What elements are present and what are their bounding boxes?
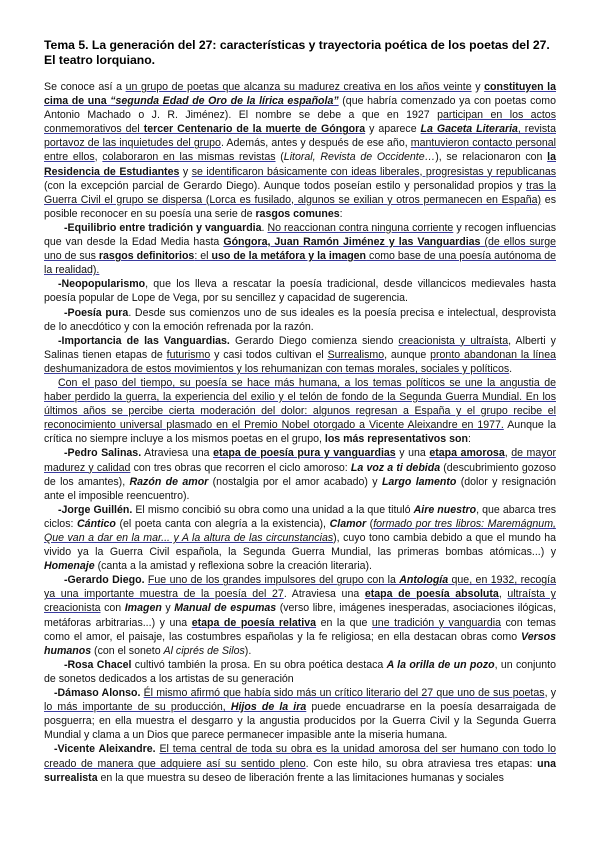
poet-gerardo-diego: -Gerardo Diego. Fue uno de los grandes impulsores del grupo con la Antología que, en 1932, recogía ya una importante muestra de la poesía del 27. Atraviesa una etapa de poesía absoluta, ultraísta y creacionista con Imagen y Manual de espumas (verso libre, imágenes inesperadas, asociaciones ilógicas, metáforas arbitrarias...) y una etapa de poesía relativa en la que une tradición y vanguardia con temas como el amor, el paisaje, las costumbres españolas y la fe religiosa; en ella destacan obras como Versos humanos (con el soneto Al ciprés de Silos). — [44, 574, 557, 657]
feature-neopopularism: -Neopopularismo, que los lleva a rescatar la poesía tradicional, desde villancicos medievales hasta poesía popular de Lope de Vega, por su sencillez y capacidad de sugerencia. — [44, 278, 556, 305]
poet-damaso-alonso: -Dámaso Alonso. Él mismo afirmó que había sido más un crítico literario del 27 que uno de sus poetas, y lo más importante de su producción, Hijos de la ira puede encuadrarse en la poesía desarraigada de posguerra; en ella muestra el desgarro y la angustia producidos por la Guerra Civil y la Segunda Guerra Mundial y clama a un Dios que parece permanecer impasible ante la miseria humana. — [44, 687, 557, 742]
poet-rosa-chacel: -Rosa Chacel cultivó también la prosa. En su obra poética destaca A la orilla de un pozo, un conjunto de sonetos dedicados a los artistas de su generación — [44, 658, 556, 685]
intro-paragraph: Se conoce así a un grupo de poetas que alcanza su madurez creativa en los años veinte y constituyen la cima de una “segunda Edad de Oro de la lírica española” (que habría comenzado ya con poetas como Antonio Machado o J. R. Jiménez). El nombre se debe a que en 1927 participan en los actos conmemorativos del tercer Centenario de la muerte de Góngora y aparece La Gaceta Literaria, revista portavoz de las inquietudes del grupo. Además, antes y después de ese año, mantuvieron contacto personal entre ellos, colaboraron en las mismas revistas (Litoral, Revista de Occidente…), se relacionaron con la Residencia de Estudiantes y se identificaron básicamente con ideas liberales, progresistas y republicanas (con la excepción parcial de Gerardo Diego). Aunque todos poseían estilo y personalidad propios y tras la Guerra Civil el grupo se dispersa (Lorca es fusilado, algunos se exilian y otros permanecen en España) es posible reconocer en su poesía una serie de rasgos comunes: — [44, 81, 557, 220]
poet-jorge-guillen: -Jorge Guillén. El mismo concibió su obra como una unidad a la que tituló Aire nuestro, que abarca tres ciclos: Cántico (el poeta canta con alegría a la existencia), Clamor (formado por tres libros: Maremágnum, Que van a dar en la mar... y A la altura de las circunstancias), cuyo tono cambia debido a que el mundo ha vivido ya la Guerra Civil española, la Segunda Guerra Mundial, las primeras bombas atómicas...) y Homenaje (canta a la amistad y reflexiona sobre la creación literaria). — [44, 503, 557, 573]
feature-tradition-vanguard: -Equilibrio entre tradición y vanguardia. No reaccionan contra ninguna corriente y recogen influencias que van desde la Edad Media hasta Góngora, Juan Ramón Jiménez y las Vanguardias (de ellos surge uno de sus rasgos definitorios: el uso de la metáfora y la imagen como base de una poesía autónoma de la realidad). — [44, 221, 556, 277]
poet-vicente-aleixandre: -Vicente Aleixandre. El tema central de toda su obra es la unidad amorosa del ser humano con todo lo creado de manera que adquiere así su sentido pleno. Con este hilo, su obra atraviesa tres etapas: una surrealista en la que muestra su deseo de liberación frente a las limitaciones humanas y sociales — [44, 743, 556, 784]
poet-pedro-salinas: -Pedro Salinas. Atraviesa una etapa de poesía pura y vanguardias y una etapa amorosa, de mayor madurez y calidad con tres obras que recorren el ciclo amoroso: La voz a ti debida (descubrimiento gozoso de los amantes), Razón de amor (nostalgia por el amor acabado) y Largo lamento (dolor y resignación ante el imposible reencuentro). — [44, 447, 556, 502]
feature-pure-poetry: -Poesía pura. Desde sus comienzos uno de sus ideales es la poesía precisa e intelectual, desprovista de lo anecdótico y con la emoción refrenada por la razón. — [44, 306, 556, 333]
evolution-paragraph: Con el paso del tiempo, su poesía se hace más humana, a los temas políticos se une la angustia de haber perdido la guerra, la experiencia del exilio y el telón de fondo de la Segunda Guerra Mundial. En los últimos años se percibe cierta moderación del dolor: algunos regresan a España y el grupo recibe el reconocimiento universal plasmado en el Premio Nobel otorgado a Vicente Aleixandre en 1977. Aunque la crítica no siempre incluye a los mismos poetas en el grupo, los más representativos son: — [44, 376, 556, 446]
feature-vanguards: -Importancia de las Vanguardias. Gerardo Diego comienza siendo creacionista y ultraísta, Alberti y Salinas tienen etapas de futurismo y casi todos cultivan el Surrealismo, aunque pronto abandonan la línea deshumanizadora de estos movimientos y los rehumanizan con temas morales, sociales y políticos. — [44, 334, 556, 375]
document-title: Tema 5. La generación del 27: características y trayectoria poética de los poetas del 27. El teatro lorquiano. — [44, 38, 550, 67]
